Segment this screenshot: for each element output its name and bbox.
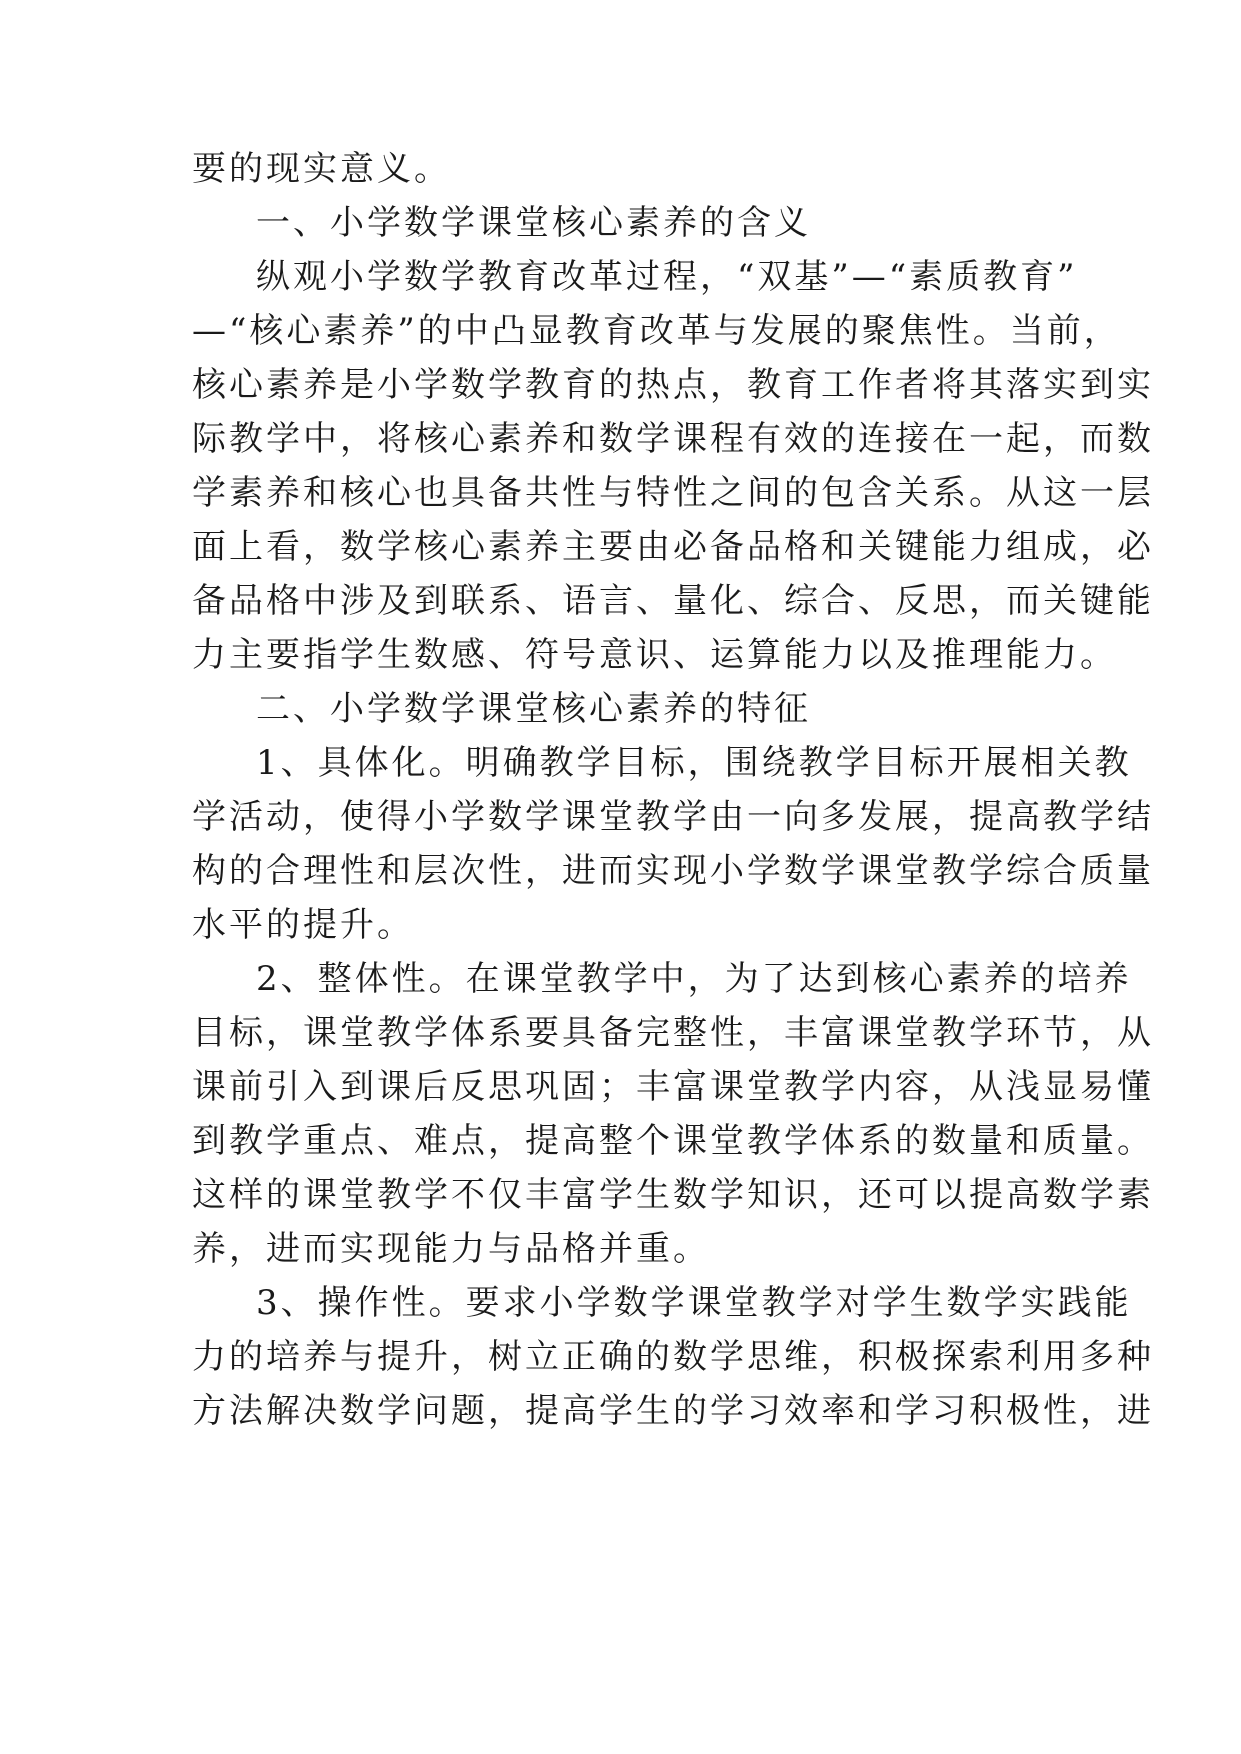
text-line: 1、具体化。明确教学目标，围绕教学目标开展相关教: [256, 743, 1132, 783]
text-line: 到教学重点、难点，提高整个课堂教学体系的数量和质量。: [192, 1121, 1154, 1161]
text-line: 力的培养与提升，树立正确的数学思维，积极探索利用多种: [192, 1337, 1154, 1377]
text-line: 水平的提升。: [192, 905, 414, 945]
text-line: 目标，课堂教学体系要具备完整性，丰富课堂教学环节，从: [192, 1013, 1154, 1053]
text-line: 方法解决数学问题，提高学生的学习效率和学习积极性，进: [192, 1391, 1154, 1431]
text-line: —“核心素养”的中凸显教育改革与发展的聚焦性。当前，: [192, 311, 1121, 351]
text-line: 力主要指学生数感、符号意识、运算能力以及推理能力。: [192, 635, 1117, 675]
text-line: 学素养和核心也具备共性与特性之间的包含关系。从这一层: [192, 473, 1154, 513]
text-line: 纵观小学数学教育改革过程，“双基”—“素质教育”: [256, 257, 1078, 297]
text-line: 际教学中，将核心素养和数学课程有效的连接在一起，而数: [192, 419, 1154, 459]
text-line: 构的合理性和层次性，进而实现小学数学课堂教学综合质量: [192, 851, 1154, 891]
text-line: 养，进而实现能力与品格并重。: [192, 1229, 710, 1269]
text-line: 这样的课堂教学不仅丰富学生数学知识，还可以提高数学素: [192, 1175, 1154, 1215]
text-line: 面上看，数学核心素养主要由必备品格和关键能力组成，必: [192, 527, 1154, 567]
text-line: 3、操作性。要求小学数学课堂教学对学生数学实践能: [256, 1283, 1132, 1323]
text-line: 要的现实意义。: [192, 149, 451, 189]
section-heading: 一、小学数学课堂核心素养的含义: [256, 203, 811, 243]
text-line: 备品格中涉及到联系、语言、量化、综合、反思，而关键能: [192, 581, 1154, 621]
text-line: 2、整体性。在课堂教学中，为了达到核心素养的培养: [256, 959, 1132, 999]
section-heading: 二、小学数学课堂核心素养的特征: [256, 689, 811, 729]
text-line: 课前引入到课后反思巩固；丰富课堂教学内容，从浅显易懂: [192, 1067, 1154, 1107]
text-line: 核心素养是小学数学教育的热点，教育工作者将其落实到实: [192, 365, 1154, 405]
text-line: 学活动，使得小学数学课堂教学由一向多发展，提高教学结: [192, 797, 1154, 837]
